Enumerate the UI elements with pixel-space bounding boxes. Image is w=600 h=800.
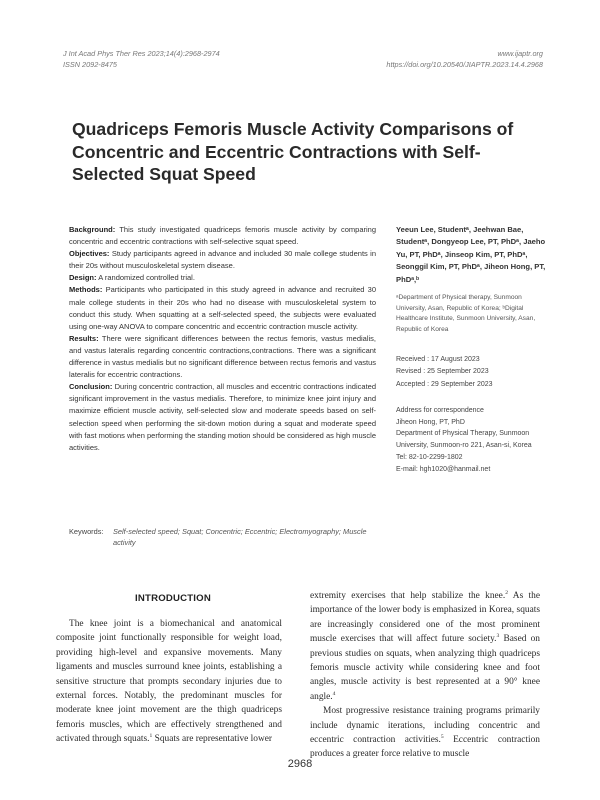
- background-label: Background:: [69, 225, 116, 234]
- objectives-text: Study participants agreed in advance and included 30 male college students in their 20s without musculoskeletal system disease.: [69, 249, 376, 271]
- citation-ref: 4: [332, 690, 336, 697]
- journal-issn: ISSN 2092-8475: [63, 60, 117, 69]
- journal-url[interactable]: www.ijaptr.org: [497, 49, 543, 58]
- correspondence-email[interactable]: E-mail: hgh1020@hanmail.net: [396, 465, 491, 473]
- abstract-design: [69, 272, 376, 284]
- conclusion-label: Conclusion:: [69, 382, 113, 392]
- page-number: 2968: [287, 758, 313, 770]
- correspondence-address: Department of Physical Therapy, Sunmoon University, Sunmoon-ro 221, Asan-si, Korea: [396, 430, 532, 450]
- methods-text: Participants who participated in this study agreed in advance and recruited 30 male college students in their 20s who had no disease with musculoskeletal system to conduct this study. When squatting at a self-selected speed, the subjects were evaluated using one-way ANOVA to compare concentric and eccentric contraction muscle activity.: [69, 285, 376, 331]
- body-column-left: [56, 617, 282, 747]
- abstract: [69, 224, 376, 454]
- journal-links: [386, 48, 543, 70]
- correspondence-label: Address for correspondence: [396, 407, 484, 414]
- keywords-label: Keywords:: [69, 527, 104, 536]
- author-list: Yeeun Lee, Studentᵃ, Jeehwan Bae, Studentᵃ, Dongyeop Lee, PT, PhDᵃ, Jaeho Yu, PT, PhDᵃ, Jinseop Kim, PT, PhDᵃ, Seonggil Kim, PT, PhDᵃ, Jiheon Hong, PT, PhDᵃ,ᵇ: [396, 225, 546, 284]
- received-date: Received : 17 August 2023: [396, 356, 480, 363]
- intro-text-tail: Eccentric contraction produces a greater force relative to muscle: [310, 735, 540, 760]
- abstract-background: [69, 224, 376, 248]
- intro-text: As the importance of the lower body is emphasized in Korea, squats are increasingly considered one of the most prominent muscle exercises that will affect future society.: [310, 591, 540, 645]
- paper-title: Quadriceps Femoris Muscle Activity Comparisons of Concentric and Eccentric Contractions with Self-Selected Squat Speed: [72, 119, 514, 184]
- design-label: Design:: [69, 273, 97, 283]
- abstract-methods: [69, 284, 376, 332]
- citation-ref: 5: [440, 733, 444, 740]
- intro-paragraph-2: [310, 704, 540, 762]
- accepted-date: Accepted : 29 September 2023: [396, 380, 493, 388]
- methods-label: Methods:: [69, 285, 103, 295]
- doi-link[interactable]: https://doi.org/10.20540/JIAPTR.2023.14.4.2968: [386, 60, 543, 69]
- intro-paragraph-1: [56, 617, 282, 747]
- citation-ref: 1: [149, 733, 153, 740]
- revised-date: Revised : 25 September 2023: [396, 368, 489, 376]
- keywords-text: Self-selected speed; Squat; Concentric; Eccentric; Electromyography; Muscle activity: [113, 527, 367, 547]
- abstract-objectives: [69, 248, 376, 272]
- abstract-results: [69, 333, 376, 381]
- background-text: This study investigated quadriceps femoris muscle activity by comparing concentric and eccentric contractions with self-selective squat speed.: [69, 225, 377, 247]
- body-column-right: [310, 589, 540, 762]
- results-label: Results:: [69, 333, 99, 343]
- article-dates: [396, 354, 548, 391]
- journal-citation: J Int Acad Phys Ther Res 2023;14(4):2968-2974: [63, 49, 220, 58]
- correspondence-tel: Tel: 82-10-2299-1802: [396, 453, 463, 461]
- intro-text: extremity exercises that help stabilize the knee.: [310, 591, 506, 601]
- abstract-conclusion: [69, 381, 376, 454]
- citation-ref: 2: [505, 589, 508, 596]
- intro-text: Based on previous studies on squats, when analyzing thigh quadriceps femoris muscle activity while considering knee and foot angles, muscle activity is best represented at a 90° knee angle.: [310, 634, 540, 702]
- design-text: A randomized controlled trial.: [98, 273, 195, 283]
- results-text: There were significant differences between the rectus femoris, vastus medialis, and vastus lateralis regarding concentric contractions,contractions. There was a significant difference in vastus medialis but no significant difference between rectus femoris and vastus lateralis for eccentric contractions.: [69, 333, 376, 380]
- journal-header: [63, 48, 220, 70]
- correspondence: [396, 405, 548, 475]
- correspondence-name: Jiheon Hong, PT, PhD: [396, 418, 465, 426]
- citation-ref: 3: [496, 633, 500, 640]
- conclusion-text: During concentric contraction, all muscles and eccentric contractions indicated significant improvement in the vastus medialis. Therefore, to minimize knee joint injury and maximize efficient muscle activity, self-selected slow and moderate speeds based on self-selection speed when performing the sit-down motion during a squat and moderate speed with fast motions when performing the standing motion should be considered as high muscle activities.: [69, 382, 376, 452]
- affiliations: ᵃDepartment of Physical therapy, Sunmoon University, Asan, Republic of Korea; ᵇDigital Healthcare Institute, Sunmoon University, Asan, Republic of Korea: [396, 294, 536, 333]
- intro-text: Most progressive resistance training programs primarily include dynamic iterations, including concentric and eccentric contraction activities.: [310, 706, 540, 746]
- intro-text-tail: Squats are representative lower: [152, 734, 273, 745]
- section-heading: INTRODUCTION: [135, 593, 211, 604]
- objectives-label: Objectives:: [69, 249, 110, 259]
- intro-text: The knee joint is a biomechanical and anatomical composite joint functionally responsible for weight load, providing high-level and expansive movements. Many ligaments and muscles surround knee joints, establishing a sensitive structure that prompts secondary injuries due to external forces. Notably, the predominant muscles for moderate knee joint movement are the thigh quadriceps femoris muscles, which are effectively strengthened and activated through squats.: [56, 619, 282, 745]
- intro-paragraph-1-cont: [310, 589, 540, 704]
